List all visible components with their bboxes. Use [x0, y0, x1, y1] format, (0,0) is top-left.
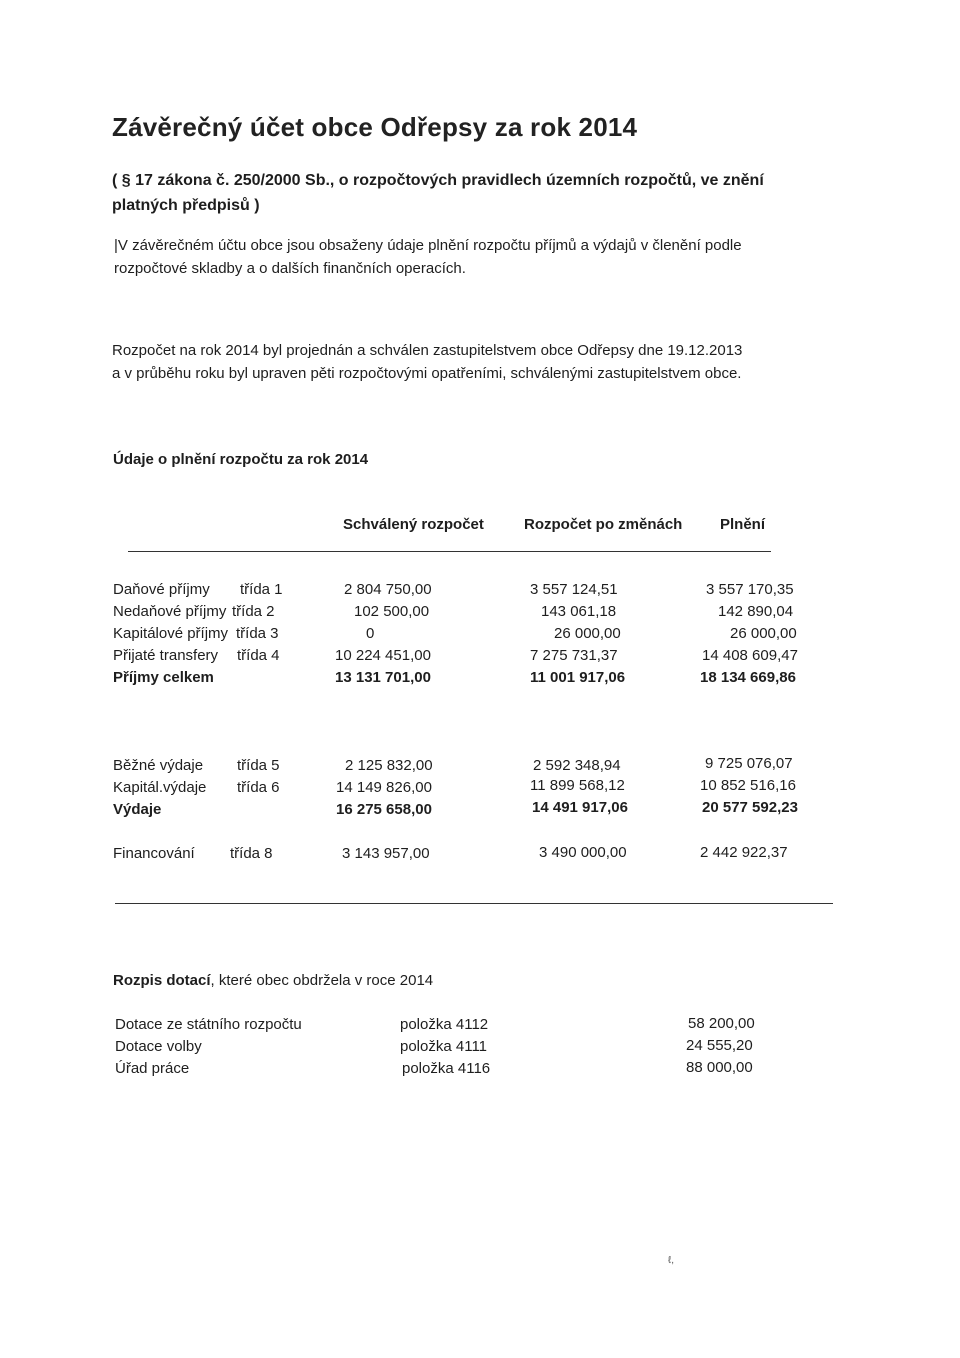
- row-class: třída 6: [237, 779, 280, 796]
- row-class: třída 4: [237, 647, 280, 664]
- row-label: Výdaje: [113, 801, 162, 818]
- row-label: Přijaté transfery: [113, 647, 219, 664]
- row-label: Financování: [113, 845, 195, 862]
- plneni-heading: Údaje o plnění rozpočtu za rok 2014: [113, 451, 369, 468]
- row-label: Nedaňové příjmy: [113, 603, 227, 620]
- row-label: Kapitálové příjmy: [113, 625, 229, 642]
- row-actual: 26 000,00: [730, 625, 797, 642]
- dotace-heading-rest: , které obec obdržela v roce 2014: [210, 972, 434, 989]
- dotace-name: Dotace ze státního rozpočtu: [115, 1016, 302, 1033]
- row-approved: 14 149 826,00: [336, 779, 432, 796]
- dotace-amount: 88 000,00: [686, 1059, 753, 1076]
- dotace-heading-bold: Rozpis dotací: [113, 972, 211, 989]
- row-actual: 9 725 076,07: [705, 755, 793, 772]
- row-adjusted: 3 557 124,51: [530, 581, 618, 598]
- row-actual: 142 890,04: [718, 603, 794, 620]
- row-approved: 102 500,00: [354, 603, 430, 620]
- dotace-amount: 58 200,00: [688, 1015, 755, 1032]
- row-approved: 2 125 832,00: [345, 757, 433, 774]
- row-adjusted: 143 061,18: [541, 603, 617, 620]
- dotace-item: položka 4116: [402, 1060, 491, 1077]
- table-divider-top: [128, 551, 771, 552]
- row-label: Daňové příjmy: [113, 581, 210, 598]
- row-adjusted: 11 001 917,06: [530, 669, 626, 686]
- law-reference: ( § 17 zákona č. 250/2000 Sb., o rozpočtových pravidlech územních rozpočtů, ve znění platných předpisů ): [112, 172, 764, 214]
- col-header-approved: Schválený rozpočet: [343, 516, 484, 533]
- row-approved: 13 131 701,00: [335, 669, 431, 686]
- intro-paragraph: |V závěrečném účtu obce jsou obsaženy údaje plnění rozpočtu příjmů a výdajů v členění podle rozpočtové skladby a o dalších finančních operacích.: [114, 237, 742, 277]
- table-divider-bottom: [115, 903, 833, 904]
- row-adjusted: 3 490 000,00: [539, 844, 627, 861]
- row-class: třída 2: [232, 603, 275, 620]
- row-approved: 0: [366, 625, 375, 642]
- dotace-name: Dotace volby: [115, 1038, 202, 1055]
- corner-mark: ℓ,: [668, 1255, 675, 1266]
- col-header-adjusted: Rozpočet po změnách: [524, 516, 683, 533]
- row-class: třída 8: [230, 845, 273, 862]
- budget-paragraph: Rozpočet na rok 2014 byl projednán a schválen zastupitelstvem obce Odřepsy dne 19.12.2013 a v průběhu roku byl upraven pěti rozpočtovými opatřeními, schválenými zastupitelstvem obce.: [112, 342, 743, 382]
- dotace-name: Úřad práce: [115, 1060, 190, 1077]
- row-actual: 20 577 592,23: [702, 799, 798, 816]
- row-adjusted: 11 899 568,12: [530, 777, 625, 794]
- row-approved: 3 143 957,00: [342, 845, 430, 862]
- row-adjusted: 26 000,00: [554, 625, 621, 642]
- col-header-actual: Plnění: [720, 516, 766, 533]
- row-label: Běžné výdaje: [113, 757, 204, 774]
- row-adjusted: 2 592 348,94: [533, 757, 621, 774]
- row-adjusted: 7 275 731,37: [530, 647, 618, 664]
- row-label: Kapitál.výdaje: [113, 779, 207, 796]
- dotace-item: položka 4111: [400, 1038, 488, 1055]
- row-actual: 18 134 669,86: [700, 669, 796, 686]
- row-class: třída 3: [236, 625, 279, 642]
- row-adjusted: 14 491 917,06: [532, 799, 628, 816]
- row-approved: 16 275 658,00: [336, 801, 432, 818]
- dotace-item: položka 4112: [400, 1016, 489, 1033]
- page-title: Závěrečný účet obce Odřepsy za rok 2014: [112, 112, 638, 142]
- row-class: třída 5: [237, 757, 280, 774]
- row-actual: 10 852 516,16: [700, 777, 796, 794]
- row-approved: 10 224 451,00: [335, 647, 431, 664]
- row-actual: 2 442 922,37: [700, 844, 788, 861]
- row-approved: 2 804 750,00: [344, 581, 432, 598]
- dotace-heading: [113, 972, 433, 989]
- row-actual: 14 408 609,47: [702, 647, 798, 664]
- row-class: třída 1: [240, 581, 283, 598]
- row-label: Příjmy celkem: [113, 669, 214, 686]
- row-actual: 3 557 170,35: [706, 581, 794, 598]
- dotace-amount: 24 555,20: [686, 1037, 753, 1054]
